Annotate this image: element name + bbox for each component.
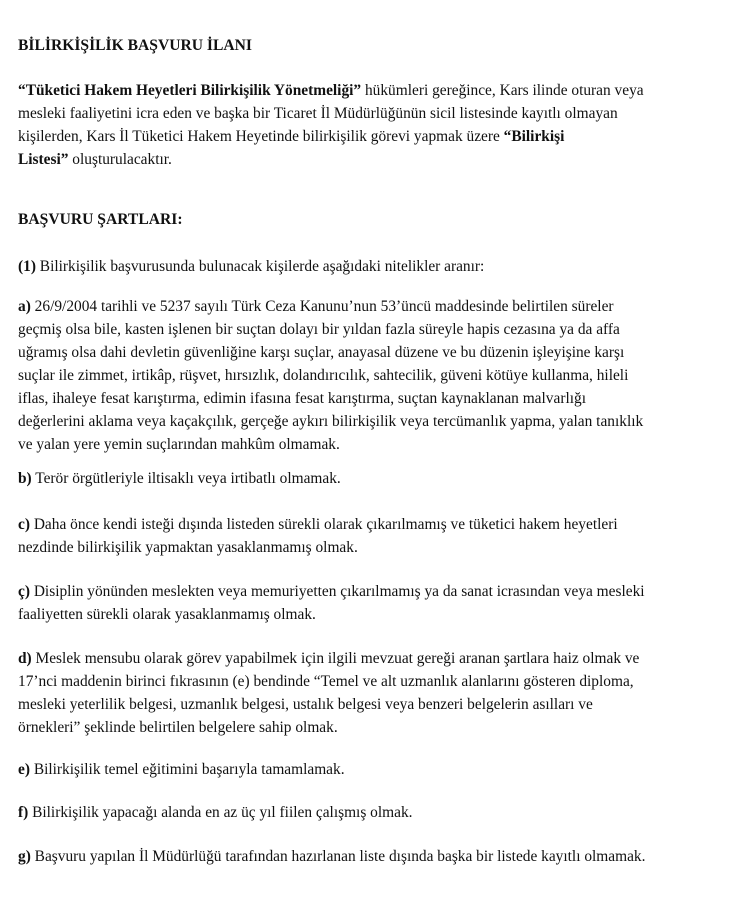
intro-paragraph bbox=[18, 79, 746, 171]
item-c-line-1-text: Daha önce kendi isteği dışında listeden sürekli olarak çıkarılmamış ve tüketici hakem heyetleri bbox=[29, 516, 618, 533]
item-a-line-2: geçmiş olsa bile, kasten işlenen bir suçtan dolayı bir yıldan fazla süreyle hapis cezasına ya da affa bbox=[18, 321, 620, 338]
item-d-line-2: 17’nci maddenin birinci fıkrasının (e) bendinde “Temel ve alt uzmanlık alanlarını gösteren diploma, bbox=[18, 673, 634, 690]
item-f bbox=[18, 801, 746, 824]
item-f-marker: f) bbox=[18, 804, 29, 821]
list-name-part1: “Bilirkişi bbox=[503, 128, 565, 145]
item-e-marker: e) bbox=[18, 761, 30, 778]
item-a-line-5: iflas, ihaleye fesat karıştırma, edimin ifasına fesat karıştırma, suçtan kaynaklanan malvarlığı bbox=[18, 390, 586, 407]
intro-line-1 bbox=[18, 79, 746, 102]
regulation-name: “Tüketici Hakem Heyetleri Bilirkişilik Yönetmeliği” bbox=[18, 82, 362, 99]
item-a-line-6: değerlerini aklama veya kaçakçılık, gerçeğe aykırı bilirkişilik veya tercümanlık yapma, yalan tanıklık bbox=[18, 413, 644, 430]
item-d bbox=[18, 647, 746, 739]
item-c-line-2: nezdinde bilirkişilik yapmaktan yasaklanmamış olmak. bbox=[18, 539, 358, 556]
item-d-marker: d) bbox=[18, 650, 32, 667]
list-name-part2: Listesi” bbox=[18, 151, 69, 168]
item-d-line-4: örnekleri” şeklinde belirtilen belgelere sahip olmak. bbox=[18, 719, 338, 736]
item-b-marker: b) bbox=[18, 470, 32, 487]
item-e bbox=[18, 758, 746, 781]
item-g-text: Başvuru yapılan İl Müdürlüğü tarafından hazırlanan liste dışında başka bir listede kayıtlı olmamak. bbox=[30, 848, 646, 865]
intro-line-2: mesleki faaliyetini icra eden ve başka bir Ticaret İl Müdürlüğünün sicil listesinde kayıtlı olmayan bbox=[18, 105, 618, 122]
intro-line-3-start: kişilerden, Kars İl Tüketici Hakem Heyetinde bilirkişilik görevi yapmak üzere bbox=[18, 128, 504, 145]
item-g-marker: g) bbox=[18, 848, 31, 865]
item-cc bbox=[18, 580, 746, 626]
item-g-line bbox=[18, 845, 746, 868]
item-a bbox=[18, 295, 746, 456]
document-title: BİLİRKİŞİLİK BAŞVURU İLANI bbox=[18, 37, 252, 54]
item-1 bbox=[18, 255, 746, 278]
item-a-line-4: suçlar ile zimmet, irtikâp, rüşvet, hırsızlık, dolandırıcılık, sahtecilik, güveni kötüye kullanma, hileli bbox=[18, 367, 629, 384]
item-cc-line-2: faaliyetten sürekli olarak yasaklanmamış olmak. bbox=[18, 606, 316, 623]
item-c bbox=[18, 513, 746, 559]
item-cc-line-1-text: Disiplin yönünden meslekten veya memuriyetten çıkarılmamış ya da sanat icrasından veya mesleki bbox=[29, 583, 645, 600]
item-e-text: Bilirkişilik temel eğitimini başarıyla tamamlamak. bbox=[29, 761, 345, 778]
item-b bbox=[18, 467, 746, 490]
item-c-line-1 bbox=[18, 513, 746, 536]
item-1-line bbox=[18, 255, 746, 278]
item-a-marker: a) bbox=[18, 298, 31, 315]
item-f-text: Bilirkişilik yapacağı alanda en az üç yıl fiilen çalışmış olmak. bbox=[28, 804, 413, 821]
section-heading: BAŞVURU ŞARTLARI: bbox=[18, 211, 183, 228]
item-e-line bbox=[18, 758, 746, 781]
item-1-text: Bilirkişilik başvurusunda bulunacak kişilerde aşağıdaki nitelikler aranır: bbox=[35, 258, 485, 275]
intro-line-4 bbox=[18, 148, 746, 171]
item-cc-line-1 bbox=[18, 580, 746, 603]
item-a-line-1-text: 26/9/2004 tarihli ve 5237 sayılı Türk Ceza Kanunu’nun 53’üncü maddesinde belirtilen süreler bbox=[30, 298, 614, 315]
intro-line-4-rest: oluşturulacaktır. bbox=[68, 151, 172, 168]
intro-line-3 bbox=[18, 125, 746, 148]
intro-line-1-rest: hükümleri gereğince, Kars ilinde oturan veya bbox=[361, 82, 644, 99]
item-b-line bbox=[18, 467, 746, 490]
item-a-line-7: ve yalan yere yemin suçlarından mahkûm olmamak. bbox=[18, 436, 340, 453]
item-a-line-3: uğramış olsa dahi devletin güvenliğine karşı suçlar, anayasal düzene ve bu düzenin işleyişine karşı bbox=[18, 344, 625, 361]
item-f-line bbox=[18, 801, 746, 824]
item-d-line-3: mesleki yeterlilik belgesi, uzmanlık belgesi, ustalık belgesi veya benzeri belgelerin asılları ve bbox=[18, 696, 593, 713]
item-c-marker: c) bbox=[18, 516, 30, 533]
item-a-line-1 bbox=[18, 295, 746, 318]
item-cc-marker: ç) bbox=[18, 583, 30, 600]
item-g bbox=[18, 845, 746, 868]
item-d-line-1 bbox=[18, 647, 746, 670]
item-d-line-1-text: Meslek mensubu olarak görev yapabilmek için ilgili mevzuat gereği aranan şartlara haiz olmak ve bbox=[31, 650, 640, 667]
item-1-marker: (1) bbox=[18, 258, 36, 275]
item-b-text: Terör örgütleriyle iltisaklı veya irtibatlı olmamak. bbox=[31, 470, 341, 487]
